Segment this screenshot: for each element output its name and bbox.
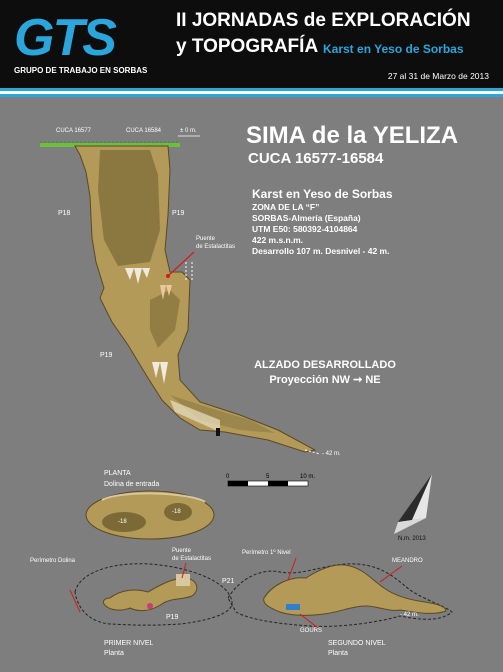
label-cuca1: CUCA 16577 [56,128,92,134]
info-line5: 422 m.s.n.m. [252,235,304,245]
cave-title: SIMA de la YELIZA [246,122,459,149]
label-nm: N.m. 2013 [398,536,426,542]
label-scale-5: 5 [266,474,270,480]
label-minus42b: - 42 m. [400,612,419,618]
header-title-line2: y TOPOGRAFÍA [176,36,319,57]
info-line6: Desarrollo 107 m. Desnivel - 42 m. [252,246,390,256]
label-perim-nivel: Perímetro 1º Nivel [242,550,291,556]
cave-info-block [252,187,393,257]
label-p19c: P19 [166,614,179,621]
label-segundo1: SEGUNDO NIVEL [328,640,386,647]
label-p21: P21 [222,578,235,585]
north-arrow-icon [394,474,432,534]
cave-cuca: CUCA 16577-16584 [248,150,384,167]
label-p18: P18 [58,210,71,217]
label-s18: -18 [118,519,127,525]
scale-bar [228,481,308,486]
label-primer1: PRIMER NIVEL [104,640,154,647]
label-zero: ± 0 m. [180,128,197,134]
info-line4: UTM E50: 580392-4104864 [252,224,358,234]
label-puente4: de Estalactitas [172,556,212,562]
gours-pointer [300,614,318,628]
label-cuca2: CUCA 16584 [126,128,162,134]
label-p19b: P19 [100,352,113,359]
section-line1: ALZADO DESARROLLADO [254,359,396,371]
label-gours: GOURS [300,628,323,634]
label-scale-0: 0 [226,474,230,480]
perim-nivel-pointer [288,558,296,580]
label-perim-dolina: Perímetro Dolina [30,558,76,564]
info-line3: SORBAS-Almería (España) [252,213,361,223]
label-dolina: Dolina de entrada [104,481,160,488]
logo-subtitle: GRUPO DE TRABAJO EN SORBAS [14,66,148,75]
header-title-line1: II JORNADAS de EXPLORACIÓN [176,10,471,31]
label-puente3: Puente [172,548,192,554]
header-title-suffix: Karst en Yeso de Sorbas [323,42,464,56]
label-segundo2: Planta [328,650,348,657]
gours-blue [286,604,300,610]
label-puente2: de Estalactitas [196,244,236,250]
header-date: 27 al 31 de Marzo de 2013 [387,71,489,81]
label-meandro: MEANDRO [392,558,423,564]
label-s18b: -18 [172,509,181,515]
label-minus42: - 42 m. [322,451,341,457]
section-caption [250,358,400,388]
label-primer2: Planta [104,650,124,657]
puente-pointer-dot [166,274,170,278]
meandro-pointer [380,566,402,582]
label-scale-10: 10 m. [300,474,316,480]
label-p19a: P19 [172,210,185,217]
label-puente1: Puente [196,236,216,242]
section-line2: Proyección NW ➞ NE [269,374,381,386]
label-planta: PLANTA [104,470,131,477]
info-line2: ZONA DE LA “F” [252,202,320,212]
info-line1: Karst en Yeso de Sorbas [252,187,393,201]
p19-marker [147,603,153,609]
logo-letters: GTS [14,9,115,67]
bottom-marker [216,428,220,436]
